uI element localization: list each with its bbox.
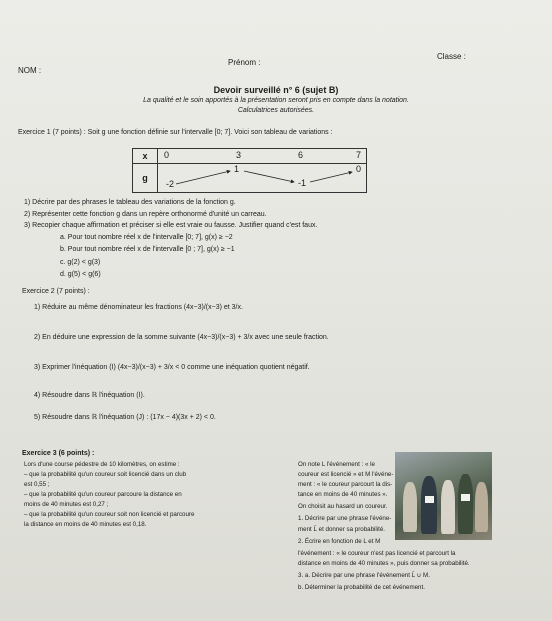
ex3-right-line: tance en moins de 40 minutes ». [298, 491, 388, 498]
ex1-intro: Exercice 1 (7 points) : Soit g une fonction définie sur l'intervalle [0; 7]. Voici son tableau de variations : [18, 129, 333, 136]
ex3-right-line: coureur est licencié » et M l'événe- [298, 471, 394, 478]
ex3-left-line: est 0,55 ; [24, 481, 50, 488]
ex3-left-line: moins de 40 minutes est 0,27 ; [24, 501, 109, 508]
x-values-cell [158, 149, 367, 164]
variation-table [132, 148, 367, 193]
ex1-qc: c. g(2) < g(3) [60, 259, 101, 266]
ex2-title: Exercice 2 (7 points) : [22, 288, 90, 295]
ex2-q5: 5) Résoudre dans ℝ l'inéquation (J) : (17x − 4)(3x + 2) < 0. [34, 414, 216, 421]
g-value: 1 [234, 164, 240, 174]
g-value: -1 [298, 178, 307, 188]
x-value: 6 [298, 150, 304, 160]
ex3-right-line: ment : « le coureur parcourt la dis- [298, 481, 393, 488]
x-row-label: x [133, 149, 158, 164]
ex3-right-line: b. Déterminer la probabilité de cet événement. [298, 584, 425, 591]
ex1-q3: 3) Recopier chaque affirmation et préciser si elle est vraie ou fausse. Justifier quand c'est faux. [24, 222, 318, 229]
runners-photo [395, 452, 492, 540]
ex3-left-line: – que la probabilité qu'un coureur soit licencié dans un club [24, 471, 187, 478]
ex3-right-line: l'événement : « le coureur n'est pas licencié et parcourt la [298, 550, 456, 557]
exam-title: Devoir surveillé n° 6 (sujet B) [213, 85, 339, 95]
ex3-right-line: 3. a. Décrire par une phrase l'événement L̄ ∪ M. [298, 572, 430, 579]
ex3-right-line: On note L l'événement : « le [298, 461, 375, 468]
x-value: 0 [164, 150, 170, 160]
prenom-label: Prénom : [228, 58, 261, 67]
ex1-qd: d. g(5) < g(6) [60, 271, 101, 278]
ex3-left-line: – que la probabilité qu'un coureur soit non licencié et parcoure [24, 511, 195, 518]
g-value: -2 [166, 179, 175, 189]
ex1-q2: 2) Représenter cette fonction g dans un repère orthonormé d'unité un carreau. [24, 211, 267, 218]
ex1-qb: b. Pour tout nombre réel x de l'intervalle [0 ; 7], g(x) ≥ −1 [60, 246, 235, 253]
g-row-label: g [133, 164, 158, 193]
ex2-q3: 3) Exprimer l'inéquation (I) (4x−3)/(x−3) + 3/x < 0 comme une inéquation quotient négatif. [34, 364, 310, 371]
variation-arrows [158, 164, 366, 192]
ex2-q2: 2) En déduire une expression de la somme suivante (4x−3)/(x−3) + 3/x avec une seule fraction. [34, 334, 329, 341]
g-variations-cell [158, 164, 367, 193]
x-value: 3 [236, 150, 242, 160]
ex3-right-line: distance en moins de 40 minutes », puis donner sa probabilité. [298, 560, 470, 567]
ex3-title: Exercice 3 (6 points) : [22, 450, 95, 457]
ex2-q4: 4) Résoudre dans ℝ l'inéquation (I). [34, 392, 145, 399]
nom-label: NOM : [18, 66, 42, 75]
g-value: 0 [356, 164, 362, 174]
calculator-note: Calculatrices autorisées. [237, 107, 315, 114]
ex3-left-line: Lors d'une course pédestre de 10 kilomètres, on estime : [24, 461, 180, 468]
ex1-qa: a. Pour tout nombre réel x de l'intervalle [0; 7], g(x) ≥ −2 [60, 234, 233, 241]
ex3-left-line: la distance en moins de 40 minutes est 0,18. [24, 521, 147, 528]
ex3-left-line: – que la probabilité qu'un coureur parcoure la distance en [24, 491, 182, 498]
ex3-right-line: 2. Écrire en fonction de L et M [298, 538, 381, 545]
presentation-note: La qualité et le soin apportés à la présentation seront pris en compte dans la notation. [143, 97, 409, 104]
classe-label: Classe : [437, 52, 466, 61]
ex1-q1: 1) Décrire par des phrases le tableau des variations de la fonction g. [24, 199, 236, 206]
ex2-q1: 1) Réduire au même dénominateur les fractions (4x−3)/(x−3) et 3/x. [34, 304, 243, 311]
ex3-right-line: 1. Décrire par une phrase l'événe- [298, 515, 392, 522]
ex3-right-line: ment L̄ et donner sa probabilité. [298, 526, 386, 533]
x-value: 7 [356, 150, 362, 160]
ex3-right-line: On choisit au hasard un coureur. [298, 503, 388, 510]
